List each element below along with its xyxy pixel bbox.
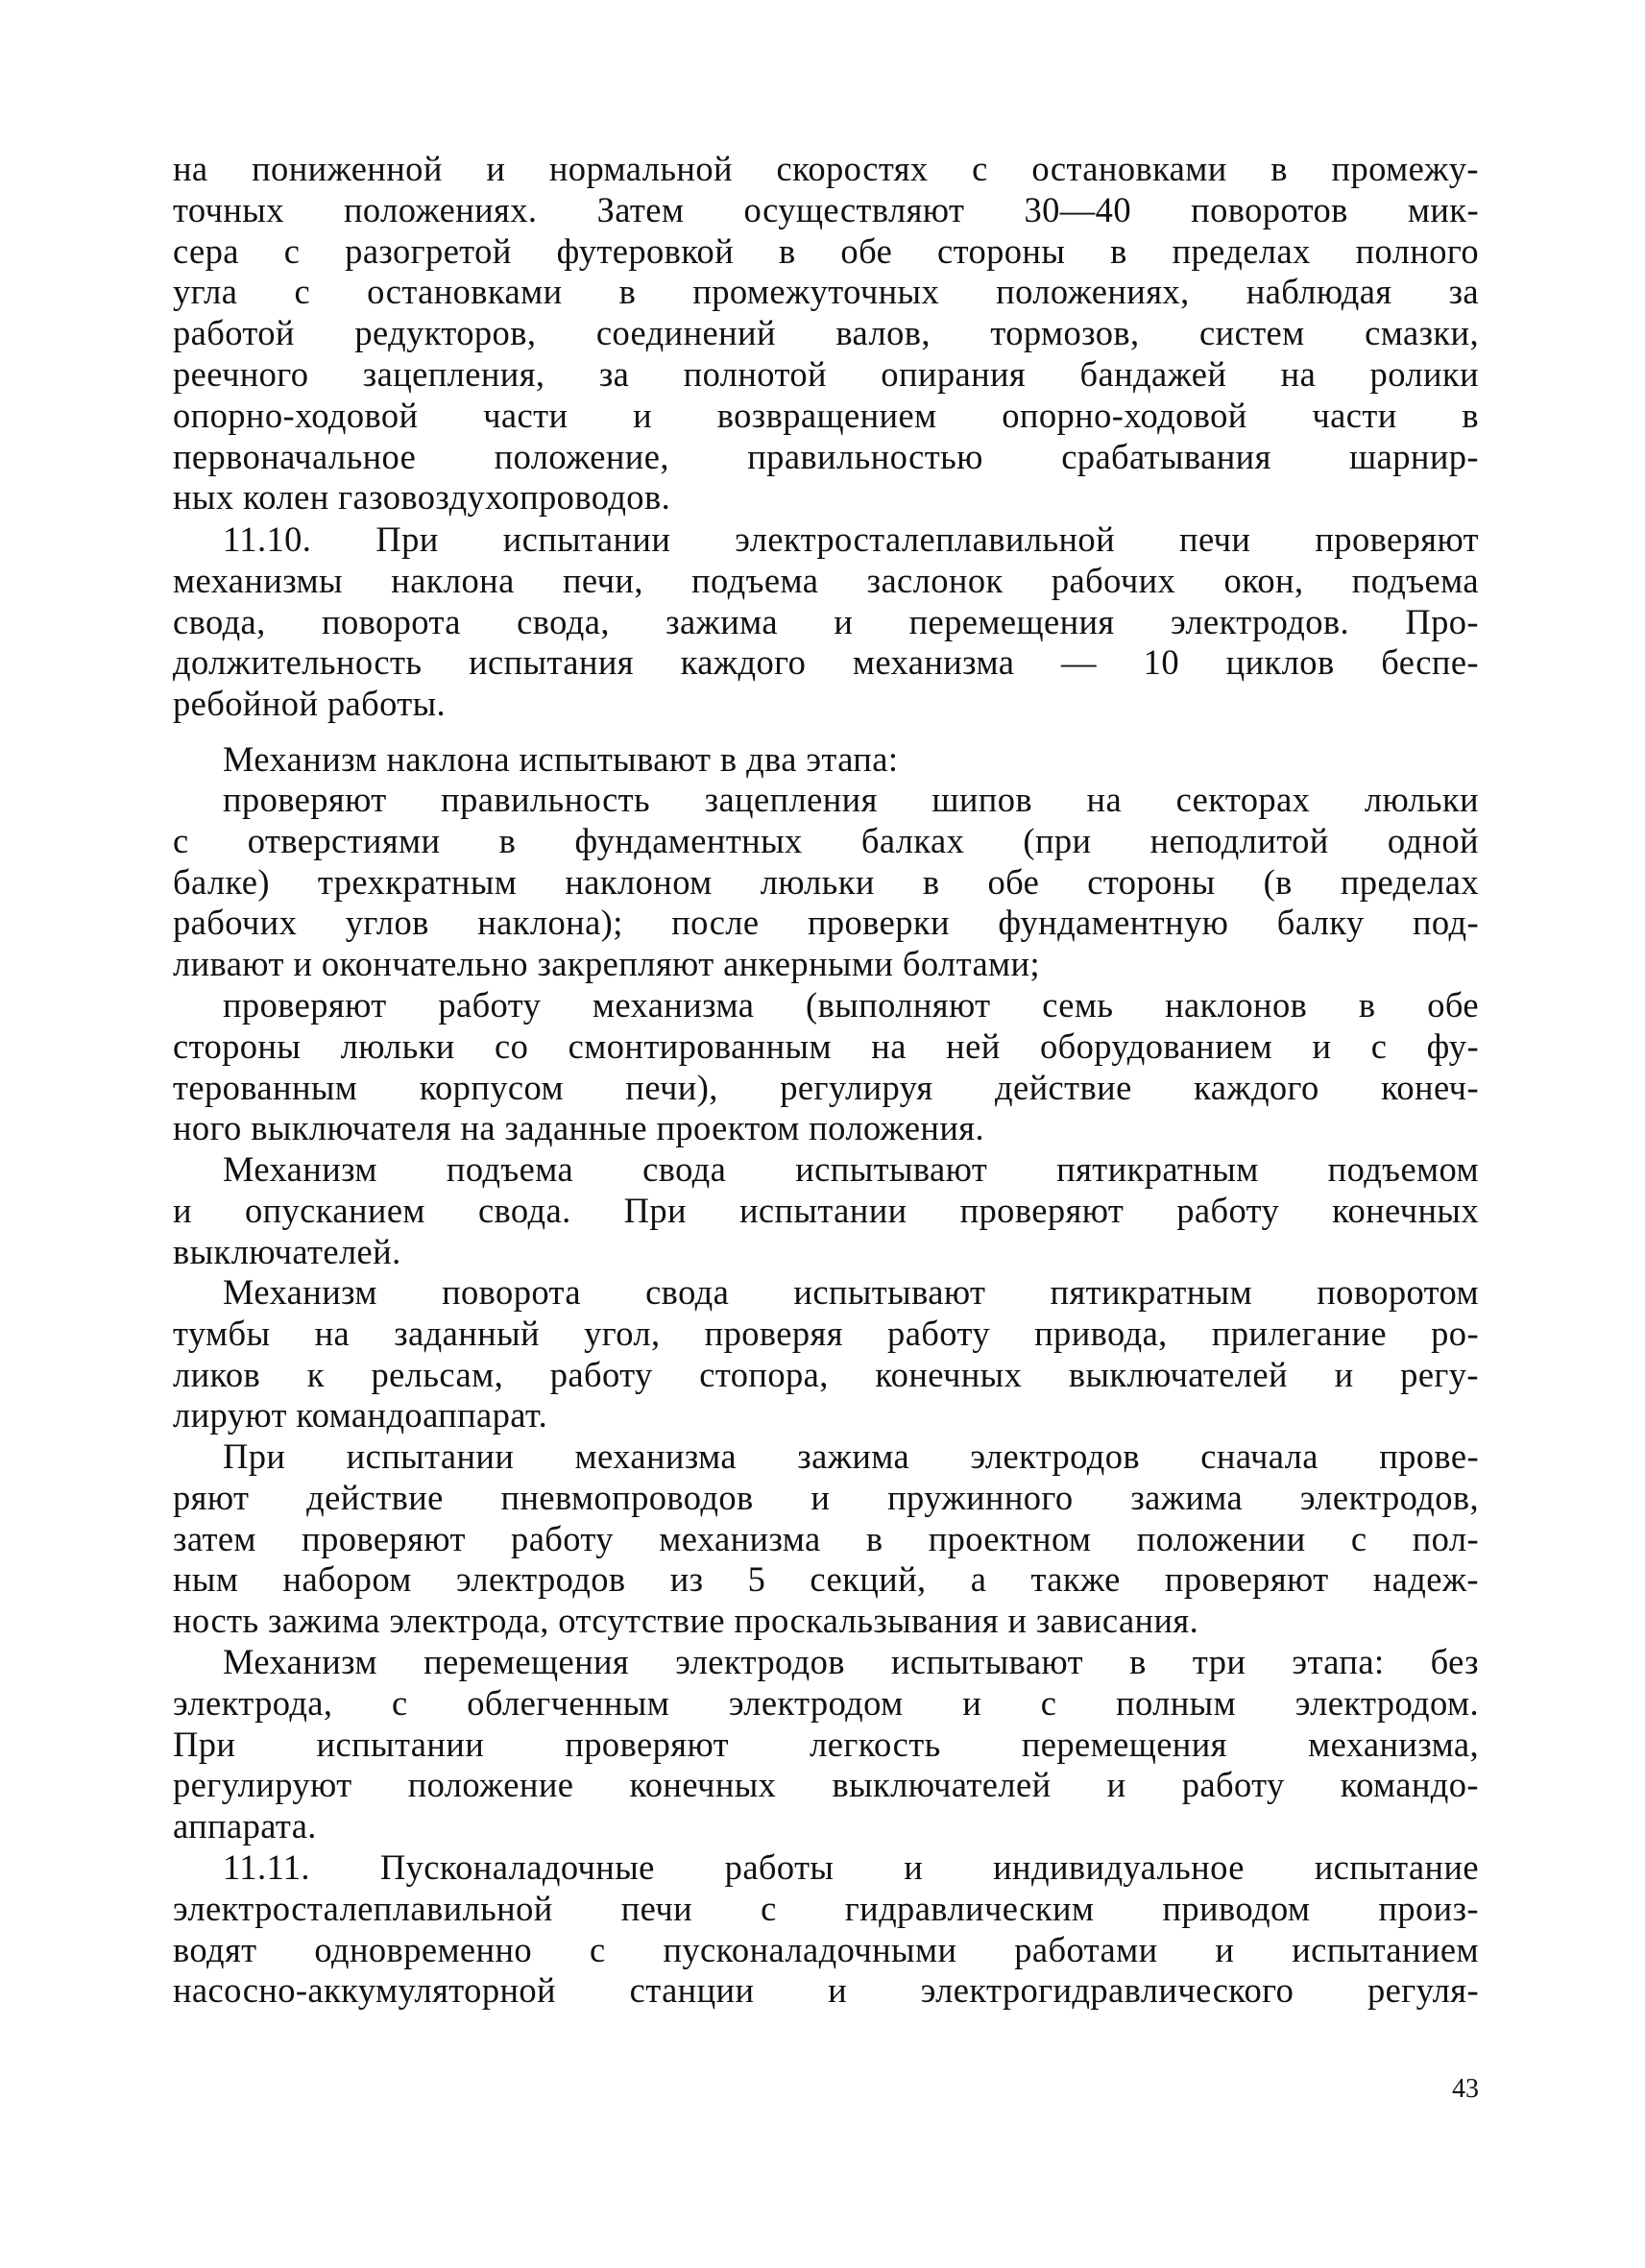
text-line: ного выключателя на заданные проектом положения. [173, 1108, 985, 1148]
text-line: регулируют положение конечных выключателей и работу командо- [173, 1765, 1479, 1805]
text-line: опорно-ходовой части и возвращением опорно-ходовой части в [173, 395, 1479, 435]
text-line: ряют действие пневмопроводов и пружинного зажима электродов, [173, 1477, 1479, 1517]
text-line: ливают и окончательно закрепляют анкерными болтами; [173, 944, 1041, 984]
text-line: ребойной работы. [173, 684, 447, 724]
text-line: выключателей. [173, 1231, 401, 1271]
text-line: Механизм подъема свода испытывают пятикратным подъемом [223, 1149, 1479, 1189]
text-line: балке) трехкратным наклоном люльки в обе стороны (в пределах [173, 861, 1479, 902]
paragraph-9 [173, 1642, 1479, 1847]
text-line: тумбы на заданный угол, проверяя работу привода, прилегание ро- [173, 1313, 1479, 1353]
text-line: на пониженной и нормальной скоростях с остановками в промежу- [173, 149, 1479, 188]
text-line: Механизм поворота свода испытывают пятикратным поворотом [223, 1272, 1479, 1312]
paragraph-4 [173, 780, 1479, 985]
text-line: затем проверяют работу механизма в проектном положении с пол- [173, 1518, 1479, 1558]
text-line: проверяют правильность зацепления шипов на секторах люльки [223, 780, 1479, 819]
text-line: точных положениях. Затем осуществляют 30—40 поворотов мик- [173, 189, 1479, 229]
text-line: 11.10. При испытании электросталеплавильной печи проверяют [223, 519, 1479, 559]
text-line: 11.11. Пусконаладочные работы и индивидуальное испытание [223, 1847, 1479, 1887]
text-line: При испытании механизма зажима электродов сначала прове- [223, 1436, 1479, 1476]
text-line: свода, поворота свода, зажима и перемещения электродов. Про- [173, 601, 1479, 641]
text-line: ликов к рельсам, работу стопора, конечных выключателей и регу- [173, 1354, 1479, 1394]
text-line: проверяют работу механизма (выполняют семь наклонов в обе [223, 985, 1479, 1025]
paragraph-5 [173, 985, 1479, 1149]
paragraph-7 [173, 1272, 1479, 1436]
text-line: первоначальное положение, правильностью срабатывания шарнир- [173, 436, 1479, 476]
text-line: электросталеплавильной печи с гидравлическим приводом произ- [173, 1888, 1479, 1928]
paragraph-6 [173, 1149, 1479, 1272]
text-line: аппарата. [173, 1806, 317, 1846]
page-number: 43 [1452, 2074, 1479, 2104]
paragraph-1 [173, 149, 1479, 519]
text-line: механизмы наклона печи, подъема заслонок рабочих окон, подъема [173, 560, 1479, 600]
paragraph-10 [173, 1847, 1479, 2012]
text-line: терованным корпусом печи), регулируя действие каждого конеч- [173, 1067, 1479, 1107]
text-line: реечного зацепления, за полнотой опирания бандажей на ролики [173, 353, 1479, 394]
text-line: с отверстиями в фундаментных балках (при неподлитой одной [173, 820, 1479, 860]
text-line: Механизм наклона испытывают в два этапа: [223, 739, 899, 779]
text-line: электрода, с облегченным электродом и с полным электродом. [173, 1682, 1479, 1723]
text-line: угла с остановками в промежуточных положениях, наблюдая за [173, 272, 1479, 312]
paragraph-3 [173, 739, 1479, 781]
text-line: должительность испытания каждого механизма — 10 циклов беспе- [173, 642, 1479, 683]
text-line: сера с разогретой футеровкой в обе стороны в пределах полного [173, 230, 1479, 271]
text-line: стороны люльки со смонтированным на ней оборудованием и с фу- [173, 1025, 1479, 1066]
text-line: При испытании проверяют легкость перемещения механизма, [173, 1724, 1479, 1764]
text-line: и опусканием свода. При испытании проверяют работу конечных [173, 1190, 1479, 1230]
text-line: насосно-аккумуляторной станции и электрогидравлического регуля- [173, 1970, 1479, 2011]
text-line: водят одновременно с пусконаладочными работами и испытанием [173, 1929, 1479, 1969]
text-line: работой редукторов, соединений валов, тормозов, систем смазки, [173, 313, 1479, 353]
text-line: ным набором электродов из 5 секций, а также проверяют надеж- [173, 1559, 1479, 1600]
text-line: лируют командоаппарат. [173, 1395, 548, 1436]
text-line: Механизм перемещения электродов испытывают в три этапа: без [223, 1642, 1479, 1681]
text-line: рабочих углов наклона); после проверки фундаментную балку под- [173, 903, 1479, 943]
text-line: ных колен газовоздухопроводов. [173, 477, 671, 518]
paragraph-2 [173, 519, 1479, 725]
paragraph-8 [173, 1436, 1479, 1642]
text-line: ность зажима электрода, отсутствие проскальзывания и зависания. [173, 1601, 1199, 1641]
